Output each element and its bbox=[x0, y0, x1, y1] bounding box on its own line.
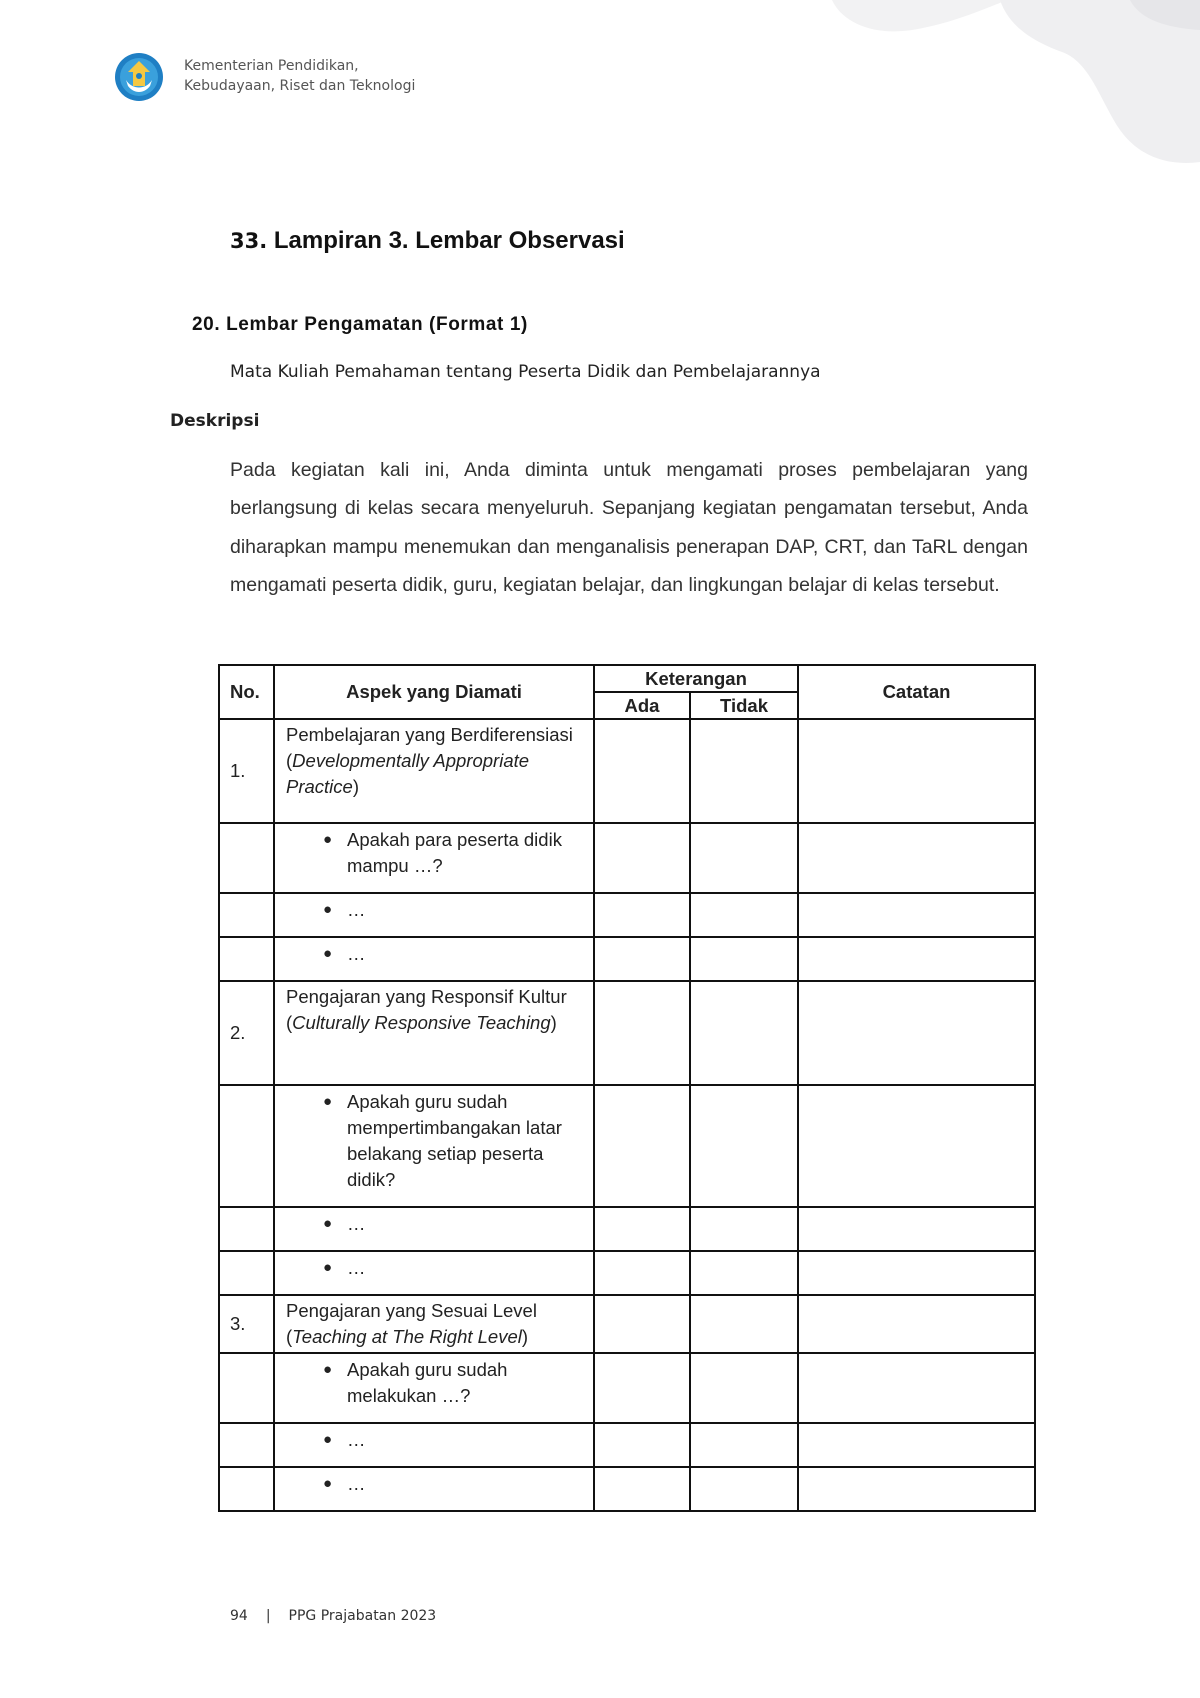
observation-item-row bbox=[219, 1207, 1035, 1251]
bullet-item bbox=[275, 938, 593, 967]
item-ada-cell bbox=[594, 893, 690, 937]
item-ada-cell bbox=[594, 1353, 690, 1423]
observation-item-row bbox=[219, 1085, 1035, 1207]
bullet-text: … bbox=[347, 1473, 366, 1494]
section-title bbox=[274, 1295, 594, 1353]
item-catatan-cell bbox=[798, 1353, 1035, 1423]
item-aspect-cell bbox=[274, 1207, 594, 1251]
section-title-italic: Developmentally Appropriate Practice bbox=[286, 750, 530, 797]
bullet-icon: ● bbox=[323, 831, 333, 848]
item-number-cell bbox=[219, 1467, 274, 1511]
aspect-section-row bbox=[219, 981, 1035, 1085]
section-title bbox=[274, 719, 594, 823]
item-aspect-cell bbox=[274, 823, 594, 893]
item-ada-cell bbox=[594, 1467, 690, 1511]
bullet-text: Apakah guru sudah melakukan …? bbox=[347, 1359, 508, 1406]
bullet-icon: ● bbox=[323, 1215, 333, 1232]
item-catatan-cell bbox=[798, 1207, 1035, 1251]
institution-line-1: Kementerian Pendidikan, bbox=[184, 58, 359, 74]
section-number: 3. bbox=[219, 1295, 274, 1353]
item-number-cell bbox=[219, 893, 274, 937]
item-number-cell bbox=[219, 1251, 274, 1295]
item-tidak-cell bbox=[690, 1467, 798, 1511]
item-ada-cell bbox=[594, 823, 690, 893]
bullet-item bbox=[275, 1424, 593, 1453]
observation-sheet-heading: 20. Lembar Pengamatan (Format 1) bbox=[192, 314, 528, 335]
page-footer bbox=[230, 1608, 436, 1624]
item-ada-cell bbox=[594, 1251, 690, 1295]
section-title-text: Pembelajaran yang Berdiferensiasi ( bbox=[286, 724, 573, 771]
description-paragraph: Pada kegiatan kali ini, Anda diminta untuk mengamati proses pembelajaran yang berlangsung di kelas secara menyeluruh. Sepanjang kegiatan pengamatan tersebut, Anda diharapkan mampu menemukan dan menganalisis penerapan DAP, CRT, dan TaRL dengan mengamati peserta didik, guru, kegiatan belajar, dan lingkungan belajar di kelas tersebut. bbox=[230, 459, 1028, 596]
column-header-ada: Ada bbox=[594, 692, 690, 719]
aspect-section-row bbox=[219, 719, 1035, 823]
section-ada-cell bbox=[594, 981, 690, 1085]
section-title-text: Pengajaran yang Sesuai Level ( bbox=[286, 1300, 537, 1347]
section-tidak-cell bbox=[690, 719, 798, 823]
section-title bbox=[274, 981, 594, 1085]
item-tidak-cell bbox=[690, 1423, 798, 1467]
section-title-italic: Teaching at The Right Level bbox=[292, 1326, 522, 1347]
column-header-no: No. bbox=[219, 665, 274, 719]
item-tidak-cell bbox=[690, 1251, 798, 1295]
item-ada-cell bbox=[594, 1085, 690, 1207]
observation-item-row bbox=[219, 1423, 1035, 1467]
section-ada-cell bbox=[594, 1295, 690, 1353]
institution-line-2: Kebudayaan, Riset dan Teknologi bbox=[184, 78, 416, 94]
item-ada-cell bbox=[594, 1423, 690, 1467]
section-catatan-cell bbox=[798, 981, 1035, 1085]
item-number-cell bbox=[219, 937, 274, 981]
column-header-keterangan: Keterangan bbox=[594, 665, 798, 692]
section-title-italic: Culturally Responsive Teaching bbox=[292, 1012, 551, 1033]
bullet-text: Apakah guru sudah mempertimbangakan latar belakang setiap peserta didik? bbox=[347, 1091, 562, 1190]
footer-text: PPG Prajabatan 2023 bbox=[288, 1608, 437, 1624]
decorative-background-shapes bbox=[0, 0, 1200, 200]
item-number-cell bbox=[219, 1207, 274, 1251]
bullet-text: … bbox=[347, 1257, 366, 1278]
column-header-tidak: Tidak bbox=[690, 692, 798, 719]
item-catatan-cell bbox=[798, 1251, 1035, 1295]
observation-item-row bbox=[219, 823, 1035, 893]
item-aspect-cell bbox=[274, 1251, 594, 1295]
observation-item-row bbox=[219, 1251, 1035, 1295]
section-title-end: ) bbox=[352, 776, 359, 797]
item-tidak-cell bbox=[690, 823, 798, 893]
item-aspect-cell bbox=[274, 893, 594, 937]
appendix-heading-number: 33. bbox=[230, 229, 268, 253]
bullet-text: … bbox=[347, 1213, 366, 1234]
section-number: 1. bbox=[219, 719, 274, 823]
observation-table bbox=[218, 664, 1036, 1512]
observation-item-row bbox=[219, 1353, 1035, 1423]
bullet-item bbox=[275, 1208, 593, 1237]
page-number: 94 bbox=[230, 1608, 248, 1624]
section-title-end: ) bbox=[550, 1012, 557, 1033]
footer-separator: | bbox=[265, 1608, 271, 1624]
institution-name bbox=[184, 56, 415, 96]
item-aspect-cell bbox=[274, 1353, 594, 1423]
item-catatan-cell bbox=[798, 1467, 1035, 1511]
item-ada-cell bbox=[594, 937, 690, 981]
item-catatan-cell bbox=[798, 937, 1035, 981]
observation-item-row bbox=[219, 937, 1035, 981]
table-header-row bbox=[219, 665, 1035, 692]
item-tidak-cell bbox=[690, 1353, 798, 1423]
bullet-text: … bbox=[347, 1429, 366, 1450]
bullet-item bbox=[275, 824, 593, 879]
section-title-end: ) bbox=[521, 1326, 529, 1347]
section-tidak-cell bbox=[690, 1295, 798, 1353]
course-title: Mata Kuliah Pemahaman tentang Peserta Didik dan Pembelajarannya bbox=[230, 362, 821, 382]
item-tidak-cell bbox=[690, 1207, 798, 1251]
bullet-icon: ● bbox=[323, 1259, 333, 1276]
item-number-cell bbox=[219, 1423, 274, 1467]
bullet-icon: ● bbox=[323, 1475, 333, 1492]
bullet-item bbox=[275, 1252, 593, 1281]
appendix-heading-text: Lampiran 3. Lembar Observasi bbox=[273, 227, 625, 254]
item-number-cell bbox=[219, 1085, 274, 1207]
bullet-text: … bbox=[347, 943, 366, 964]
bullet-icon: ● bbox=[323, 1431, 333, 1448]
bullet-icon: ● bbox=[323, 1093, 333, 1110]
bullet-text: … bbox=[347, 899, 366, 920]
section-catatan-cell bbox=[798, 719, 1035, 823]
ministry-logo-icon bbox=[114, 52, 164, 102]
item-aspect-cell bbox=[274, 937, 594, 981]
description-label: Deskripsi bbox=[170, 411, 260, 431]
item-catatan-cell bbox=[798, 823, 1035, 893]
bullet-item bbox=[275, 1354, 593, 1409]
bullet-item bbox=[275, 1086, 593, 1193]
observation-item-row bbox=[219, 893, 1035, 937]
bullet-icon: ● bbox=[323, 1361, 333, 1378]
bullet-icon: ● bbox=[323, 945, 333, 962]
column-header-catatan: Catatan bbox=[798, 665, 1035, 719]
item-catatan-cell bbox=[798, 1085, 1035, 1207]
observation-item-row bbox=[219, 1467, 1035, 1511]
item-aspect-cell bbox=[274, 1085, 594, 1207]
aspect-section-row bbox=[219, 1295, 1035, 1353]
column-header-aspect: Aspek yang Diamati bbox=[274, 665, 594, 719]
item-tidak-cell bbox=[690, 1085, 798, 1207]
section-catatan-cell bbox=[798, 1295, 1035, 1353]
item-aspect-cell bbox=[274, 1467, 594, 1511]
appendix-heading bbox=[230, 227, 625, 255]
item-ada-cell bbox=[594, 1207, 690, 1251]
section-ada-cell bbox=[594, 719, 690, 823]
item-aspect-cell bbox=[274, 1423, 594, 1467]
item-number-cell bbox=[219, 1353, 274, 1423]
bullet-text: Apakah para peserta didik mampu …? bbox=[347, 829, 562, 876]
item-tidak-cell bbox=[690, 937, 798, 981]
table-body bbox=[219, 719, 1035, 1511]
item-catatan-cell bbox=[798, 1423, 1035, 1467]
section-number: 2. bbox=[219, 981, 274, 1085]
bullet-icon: ● bbox=[323, 901, 333, 918]
section-title-text: Pengajaran yang Responsif Kultur ( bbox=[286, 986, 567, 1033]
bullet-item bbox=[275, 894, 593, 923]
item-catatan-cell bbox=[798, 893, 1035, 937]
section-tidak-cell bbox=[690, 981, 798, 1085]
bullet-item bbox=[275, 1468, 593, 1497]
item-number-cell bbox=[219, 823, 274, 893]
item-tidak-cell bbox=[690, 893, 798, 937]
